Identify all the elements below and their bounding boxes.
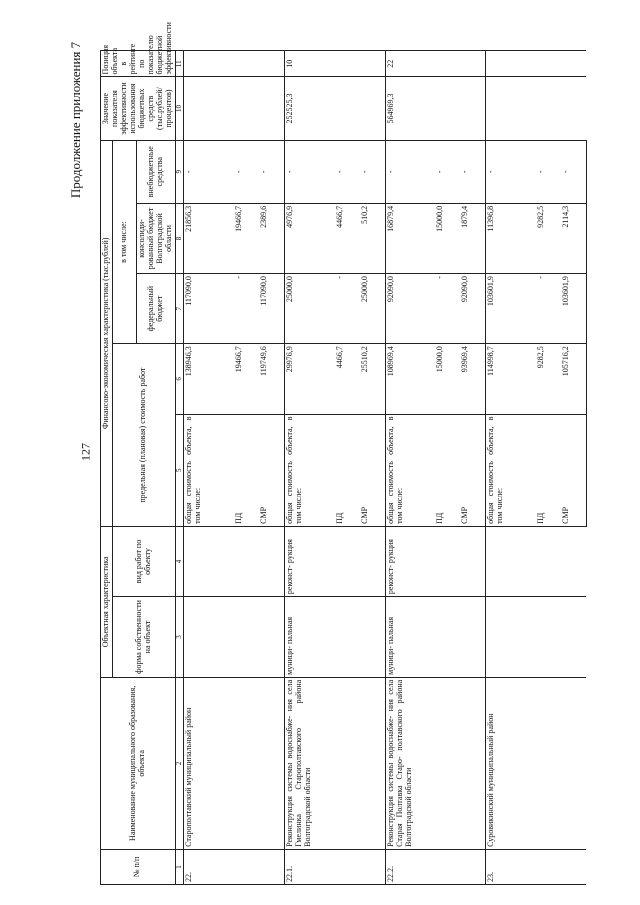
extra-budget: - [435, 140, 460, 203]
ownership-form: муници- пальная [285, 597, 386, 678]
federal-budget: - [335, 274, 360, 344]
work-type [486, 526, 587, 596]
limit-cost: 138946,3 [184, 344, 234, 414]
consolidated-budget: 2114,3 [561, 203, 587, 273]
federal-budget: 117090,0 [184, 274, 234, 344]
extra-budget: - [234, 140, 259, 203]
cost-item-label: СМР [460, 414, 486, 526]
appendix-table [100, 22, 587, 885]
federal-budget: 92090,0 [385, 274, 435, 344]
federal-budget: 25000,0 [360, 274, 386, 344]
row-number: 22. [184, 849, 285, 884]
object-name: Реконструкция системы водоснабже- ния села Старая Полтавка Старо- полтавского района Волгоградской области [385, 677, 486, 849]
rank-position [486, 51, 587, 77]
efficiency-value [184, 77, 285, 140]
object-name: Реконструкция системы водоснабже- ния села Гмелинка Старополтавского района Волгоградской области [285, 677, 386, 849]
limit-cost: 25510,2 [360, 344, 386, 414]
consolidated-budget: 11396,8 [486, 203, 536, 273]
header-group-object: Объектная характеристика [101, 526, 113, 677]
header-group-finance: Финансово-экономическая характеристика (тыс.рублей) [101, 140, 113, 526]
cost-item-label: общая стоимость объекта, в том числе: [184, 414, 234, 526]
column-number: 3 [175, 597, 184, 678]
header-col-including: в том числе: [112, 140, 136, 344]
cost-item-label: СМР [360, 414, 386, 526]
federal-budget: - [536, 274, 561, 344]
column-number: 10 [175, 77, 184, 140]
efficiency-value [486, 77, 587, 140]
federal-budget: 92090,0 [460, 274, 486, 344]
efficiency-value: 252525,3 [285, 77, 386, 140]
consolidated-budget: 2389,6 [259, 203, 285, 273]
page-number: 127 [78, 443, 93, 461]
rank-position: 10 [285, 51, 386, 77]
extra-budget: - [460, 140, 486, 203]
ownership-form [184, 597, 285, 678]
rank-position: 22 [385, 51, 486, 77]
continuation-caption: Продолжение приложения 7 [68, 41, 83, 199]
extra-budget: - [259, 140, 285, 203]
efficiency-value: 564969,3 [385, 77, 486, 140]
cost-item-label: СМР [561, 414, 587, 526]
column-number: 6 [175, 344, 184, 414]
object-name: Старополтавский муниципальный район [184, 677, 285, 849]
cost-item-label: общая стоимость объекта, в том числе: [385, 414, 435, 526]
work-type: реконст- рукция [385, 526, 486, 596]
header-col-limit-cost: предельная (плановая) стоимость работ [112, 344, 175, 527]
consolidated-budget: 4976,9 [285, 203, 335, 273]
object-name: Суровикинский муниципальный район [486, 677, 587, 849]
limit-cost: 29976,9 [285, 344, 335, 414]
header-col-federal: федеральный бюджет [136, 274, 175, 344]
header-col-name: Наименование муниципального образования, объекта [101, 677, 176, 849]
header-col-efficiency: Значение показателя эффективности использования бюджетных средств (тыс.рублей/ процентов) [101, 77, 176, 140]
extra-budget: - [285, 140, 335, 203]
header-col-rank: Позиция объекта в рейтинге по показателю бюджетной эффективности [101, 51, 176, 77]
extra-budget: - [184, 140, 234, 203]
limit-cost: 114998,7 [486, 344, 536, 414]
consolidated-budget: 1879,4 [460, 203, 486, 273]
limit-cost: 105716,2 [561, 344, 587, 414]
extra-budget: - [486, 140, 536, 203]
column-number: 1 [175, 849, 184, 884]
limit-cost: 119749,6 [259, 344, 285, 414]
federal-budget: 25000,0 [285, 274, 335, 344]
column-number: 2 [175, 677, 184, 849]
row-number: 22.1. [285, 849, 386, 884]
limit-cost: 93969,4 [460, 344, 486, 414]
limit-cost: 108969,4 [385, 344, 435, 414]
column-number: 11 [175, 51, 184, 77]
cost-item-label: общая стоимость объекта, в том числе: [486, 414, 536, 526]
cost-item-label: общая стоимость объекта, в том числе: [285, 414, 335, 526]
cost-item-label: ПД [435, 414, 460, 526]
extra-budget: - [536, 140, 561, 203]
extra-budget: - [561, 140, 587, 203]
ownership-form: муници- пальная [385, 597, 486, 678]
header-col-no: № п/п [101, 849, 176, 884]
header-col-consolidated: консолиди- рованный бюджет Волгоградской области [136, 203, 175, 273]
work-type [184, 526, 285, 596]
header-col-worktype: вид работ по объекту [112, 526, 175, 596]
federal-budget: 103601,9 [486, 274, 536, 344]
extra-budget: - [360, 140, 386, 203]
cost-item-label: ПД [335, 414, 360, 526]
federal-budget: 103601,9 [561, 274, 587, 344]
column-number: 4 [175, 526, 184, 596]
cost-item-label: ПД [536, 414, 561, 526]
ownership-form [486, 597, 587, 678]
consolidated-budget: 510,2 [360, 203, 386, 273]
consolidated-budget: 16879,4 [385, 203, 435, 273]
limit-cost: 4466,7 [335, 344, 360, 414]
federal-budget: - [435, 274, 460, 344]
limit-cost: 9282,5 [536, 344, 561, 414]
consolidated-budget: 4466,7 [335, 203, 360, 273]
header-col-extra: внебюджетные средства [136, 140, 175, 203]
federal-budget: - [234, 274, 259, 344]
limit-cost: 15000,0 [435, 344, 460, 414]
rank-position [184, 51, 285, 77]
federal-budget: 117090,0 [259, 274, 285, 344]
consolidated-budget: 21856,3 [184, 203, 234, 273]
consolidated-budget: 9282,5 [536, 203, 561, 273]
limit-cost: 19466,7 [234, 344, 259, 414]
cost-item-label: СМР [259, 414, 285, 526]
consolidated-budget: 15000,0 [435, 203, 460, 273]
header-col-ownership: форма собственности на объект [112, 597, 175, 678]
consolidated-budget: 19466,7 [234, 203, 259, 273]
row-number: 23. [486, 849, 587, 884]
cost-item-label: ПД [234, 414, 259, 526]
column-number: 9 [175, 140, 184, 203]
extra-budget: - [335, 140, 360, 203]
row-number: 22.2. [385, 849, 486, 884]
column-number: 7 [175, 274, 184, 344]
work-type: реконст- рукция [285, 526, 386, 596]
extra-budget: - [385, 140, 435, 203]
column-number: 8 [175, 203, 184, 273]
column-number: 5 [175, 414, 184, 526]
